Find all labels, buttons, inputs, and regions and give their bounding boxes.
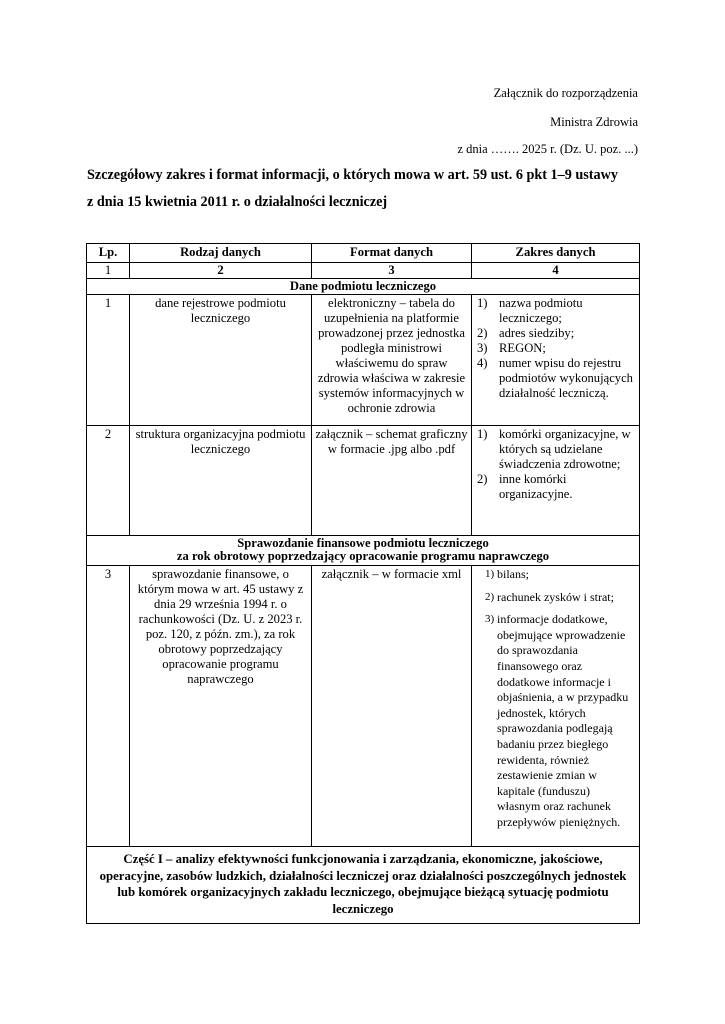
section-heading-entity: Dane podmiotu leczniczego xyxy=(87,279,640,295)
header-rodzaj: Rodzaj danych xyxy=(130,244,312,263)
table-header-row xyxy=(87,244,640,263)
section-heading-part-one: Część I – analizy efektywności funkcjonowania i zarządzania, ekonomiczne, jakościowe, operacyjne, zasobów ludzkich, działalności leczniczej oraz działalności poszczególnych jednostek lub komórek organizacyjnych zakładu leczniczego, obejmujące bieżącą sytuację podmiotu leczniczego xyxy=(87,847,640,924)
data-table xyxy=(86,243,640,924)
row-format: załącznik – w formacie xml xyxy=(312,566,472,847)
section-row xyxy=(87,279,640,295)
list-item: 1) komórki organizacyjne, w których są udzielane świadczenia zdrowotne; xyxy=(477,427,631,471)
list-item: 3) REGON; xyxy=(477,341,546,355)
column-number-row xyxy=(87,263,640,279)
row-rodzaj: struktura organizacyjna podmiotu leczniczego xyxy=(130,426,312,536)
col-number: 4 xyxy=(472,263,640,279)
header-format: Format danych xyxy=(312,244,472,263)
row-lp: 3 xyxy=(87,566,130,847)
col-number: 2 xyxy=(130,263,312,279)
row-zakres xyxy=(472,295,640,426)
col-number: 1 xyxy=(87,263,130,279)
section-row xyxy=(87,536,640,566)
list-item: 3) informacje dodatkowe, obejmujące wprowadzenie do sprawozdania finansowego oraz dodatkowe informacje i objaśnienia, a w przypadku jednostek, których sprawozdania podlegają badaniu przez biegłego rewidenta, również zestawienie zmian w kapitale (funduszu) własnym oraz rachunek przepływów pieniężnych. xyxy=(485,612,629,829)
zakres-list xyxy=(475,296,636,401)
date-label: z dnia ……. 2025 r. (Dz. U. poz. ...) xyxy=(457,142,638,156)
row-format: elektroniczny – tabela do uzupełnienia na platformie prowadzonej przez jednostka podległa ministrowi właściwemu do spraw zdrowia właściwa w zakresie systemów informacyjnych w ochronie zdrowia xyxy=(312,295,472,426)
document-title-line-1: Szczegółowy zakres i format informacji, o których mowa w art. 59 ust. 6 pkt 1–9 ustawy xyxy=(87,167,618,183)
document-title-line-2: z dnia 15 kwietnia 2011 r. o działalności leczniczej xyxy=(87,194,388,210)
row-lp: 1 xyxy=(87,295,130,426)
row-zakres xyxy=(472,566,640,847)
table-row xyxy=(87,295,640,426)
annex-label: Załącznik do rozporządzenia xyxy=(493,86,638,100)
list-item: 2) inne komórki organizacyjne. xyxy=(477,472,573,501)
row-rodzaj: sprawozdanie finansowe, o którym mowa w art. 45 ustawy z dnia 29 września 1994 r. o rachunkowości (Dz. U. z 2023 r. poz. 120, z późn. zm.), za rok obrotowy poprzedzający opracowanie programu naprawczego xyxy=(130,566,312,847)
row-zakres xyxy=(472,426,640,536)
list-item: 1) bilans; xyxy=(485,567,529,581)
header-zakres: Zakres danych xyxy=(472,244,640,263)
ministry-label: Ministra Zdrowia xyxy=(550,115,638,129)
table-row xyxy=(87,426,640,536)
zakres-list xyxy=(475,567,636,831)
row-format: załącznik – schemat graficzny w formacie .jpg albo .pdf xyxy=(312,426,472,536)
section-row xyxy=(87,847,640,924)
col-number: 3 xyxy=(312,263,472,279)
list-item: 2) rachunek zysków i strat; xyxy=(485,589,614,604)
row-rodzaj: dane rejestrowe podmiotu leczniczego xyxy=(130,295,312,426)
section-heading-financial-line-1: Sprawozdanie finansowe podmiotu leczniczego xyxy=(237,536,489,550)
list-item: 2) adres siedziby; xyxy=(477,326,575,340)
list-item: 4) numer wpisu do rejestru podmiotów wykonujących działalność leczniczą. xyxy=(477,356,633,400)
row-lp: 2 xyxy=(87,426,130,536)
section-heading-financial-line-2: za rok obrotowy poprzedzający opracowanie programu naprawczego xyxy=(176,549,550,563)
table-row xyxy=(87,566,640,847)
list-item: 1) nazwa podmiotu leczniczego; xyxy=(477,296,583,325)
zakres-list xyxy=(475,427,636,502)
header-lp: Lp. xyxy=(87,244,130,263)
section-heading-financial xyxy=(87,536,640,566)
